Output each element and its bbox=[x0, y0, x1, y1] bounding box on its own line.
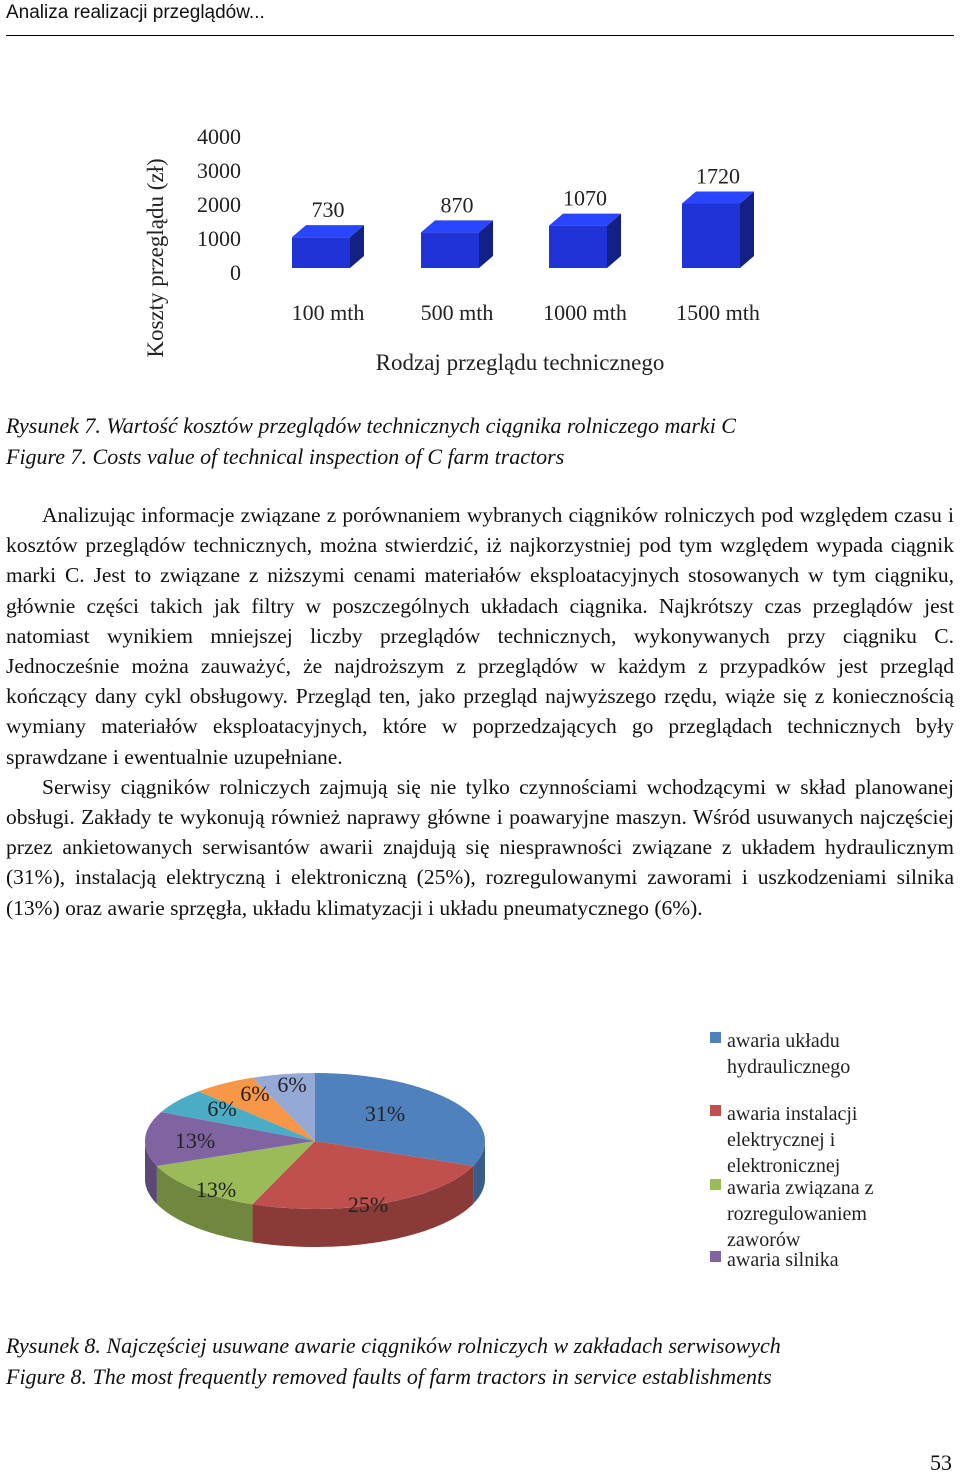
running-header: Analiza realizacji przeglądów... bbox=[6, 2, 265, 23]
pie-chart-faults bbox=[0, 1020, 960, 1320]
pie-value-label: 13% bbox=[195, 1177, 237, 1202]
bar-side bbox=[740, 192, 754, 268]
legend-swatch bbox=[710, 1032, 721, 1043]
bar-value-label: 1070 bbox=[563, 185, 607, 211]
bar-value-label: 870 bbox=[440, 192, 474, 218]
body-text bbox=[6, 500, 954, 923]
y-tick-label: 0 bbox=[230, 260, 241, 285]
bar bbox=[421, 232, 479, 268]
y-tick-label: 2000 bbox=[197, 192, 241, 217]
y-tick-label: 4000 bbox=[197, 124, 241, 149]
bar-chart-costs bbox=[0, 40, 960, 430]
pie-value-label: 13% bbox=[174, 1128, 216, 1153]
pie-value-label: 6% bbox=[277, 1072, 307, 1097]
header-rule bbox=[6, 35, 954, 36]
legend-swatch bbox=[710, 1179, 721, 1190]
bar-value-label: 1720 bbox=[696, 163, 740, 189]
x-tick-label: 1000 mth bbox=[543, 300, 627, 325]
legend-label: awaria instalacji bbox=[727, 1103, 858, 1125]
figure7-caption-en: Figure 7. Costs value of technical inspection of C farm tractors bbox=[6, 444, 565, 469]
legend-label: awaria układu bbox=[727, 1030, 840, 1052]
legend-label: elektronicznej bbox=[727, 1155, 841, 1177]
x-tick-label: 1500 mth bbox=[676, 300, 760, 325]
legend-label: elektrycznej i bbox=[727, 1129, 836, 1151]
pie-value-label: 6% bbox=[207, 1096, 237, 1121]
legend-swatch bbox=[710, 1251, 721, 1262]
bar-chart-ylabel: Koszty przeglądu (zł) bbox=[143, 158, 168, 358]
legend-label: hydraulicznego bbox=[727, 1056, 851, 1078]
legend-label: awaria związana z bbox=[727, 1177, 874, 1199]
legend-swatch bbox=[710, 1105, 721, 1116]
y-tick-label: 1000 bbox=[197, 226, 241, 251]
figure7-caption-pl: Rysunek 7. Wartość kosztów przeglądów technicznych ciągnika rolniczego marki C bbox=[6, 413, 736, 438]
pie-value-label: 25% bbox=[347, 1192, 389, 1217]
legend-label: awaria silnika bbox=[727, 1249, 839, 1271]
bar bbox=[292, 237, 350, 268]
x-tick-label: 100 mth bbox=[291, 300, 365, 325]
y-tick-label: 3000 bbox=[197, 158, 241, 183]
pie-value-label: 31% bbox=[364, 1101, 406, 1126]
paragraph-1: Analizując informacje związane z porównaniem wybranych ciągników rolniczych pod względem czasu i kosztów przeglądów technicznych, można stwierdzić, iż najkorzystniej pod tym względem wypada ciągnik marki C. Jest to związane z niższymi cenami materiałów eksploatacyjnych stosowanych w tym ciągniku, głównie części takich jak filtry w poszczególnych układach ciągnika. Najkrótszy czas przeglądów jest natomiast wynikiem mniejszej liczby przeglądów technicznych, wykonywanych przy ciągniku C. Jednocześnie można zauważyć, że najdroższym z przeglądów w każdym z przypadków jest przegląd kończący dany cykl obsługowy. Przegląd ten, jako przegląd najwyższego rzędu, wiąże się z koniecznością wymiany materiałów eksploatacyjnych, które w poprzedzających go przeglądach technicznych były sprawdzane i ewentualnie uzupełniane. bbox=[6, 503, 954, 769]
bar-chart-xlabel: Rodzaj przeglądu technicznego bbox=[375, 350, 665, 375]
pie-value-label: 6% bbox=[240, 1081, 270, 1106]
page-number: 53 bbox=[930, 1450, 952, 1475]
figure8-caption-en: Figure 8. The most frequently removed faults of farm tractors in service establishments bbox=[6, 1364, 772, 1389]
bar bbox=[682, 204, 740, 268]
figure8-caption-pl: Rysunek 8. Najczęściej usuwane awarie ciągników rolniczych w zakładach serwisowych bbox=[6, 1333, 781, 1358]
paragraph-2: Serwisy ciągników rolniczych zajmują się nie tylko czynnościami wchodzącymi w skład planowanej obsługi. Zakłady te wykonują również naprawy główne i poawaryjne maszyn. Wśród usuwanych najczęściej przez ankietowanych serwisantów awarii znajdują się niesprawności związane z układem hydraulicznym (31%), instalacją elektryczną i elektroniczną (25%), rozregulowanymi zaworami i uszkodzeniami silnika (13%) oraz awarie sprzęgła, układu klimatyzacji i układu pneumatycznego (6%). bbox=[6, 774, 954, 920]
legend-label: rozregulowaniem bbox=[727, 1203, 867, 1225]
legend-label: zaworów bbox=[727, 1229, 801, 1251]
bar-value-label: 730 bbox=[311, 197, 345, 223]
bar bbox=[549, 226, 607, 268]
x-tick-label: 500 mth bbox=[420, 300, 494, 325]
